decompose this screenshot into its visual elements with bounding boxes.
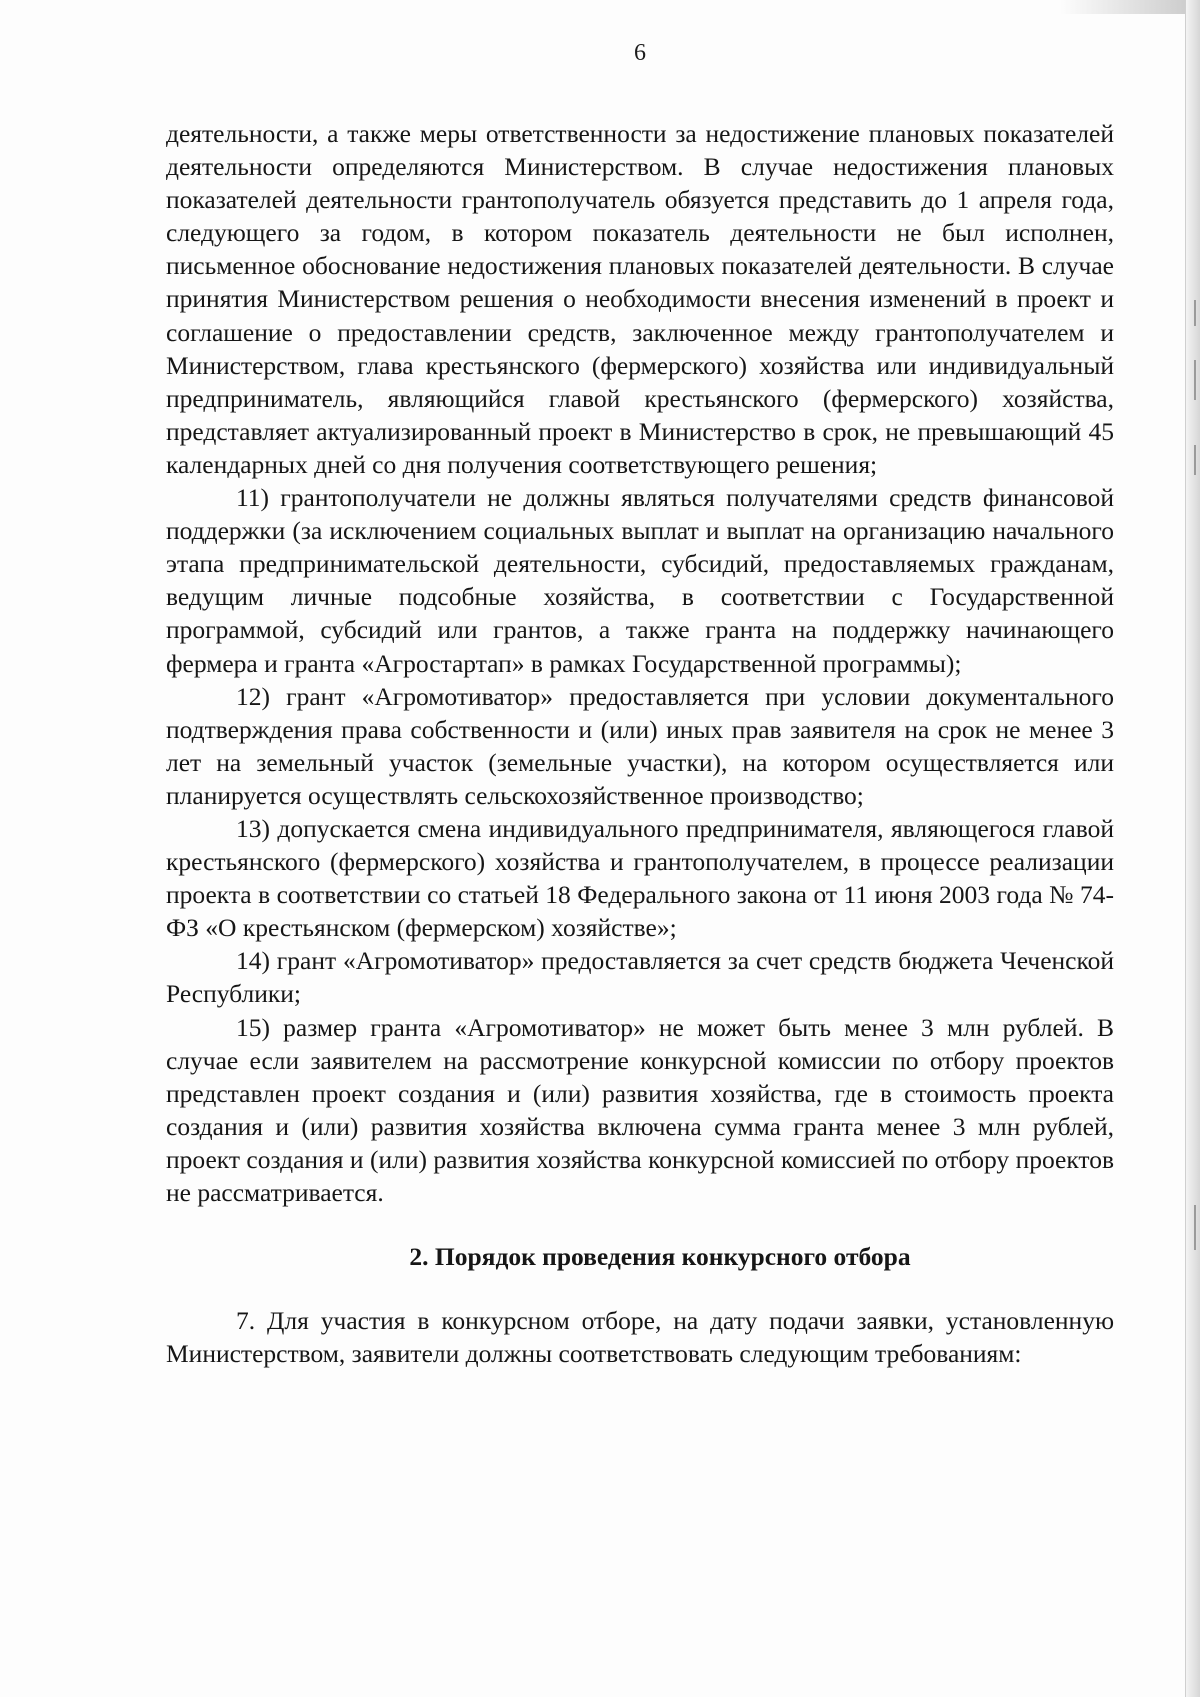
paragraph-item-15: 15) размер гранта «Агромотиватор» не может быть менее 3 млн рублей. В случае если заявителем на рассмотрение конкурсной комиссии по отбору проектов представлен проект создания и (или) развития хозяйства, где в стоимость проекта создания и (или) развития хозяйства включена сумма гранта менее 3 млн рублей, проект создания и (или) развития хозяйства конкурсной комиссией по отбору проектов не рассматривается. — [166, 1012, 1114, 1207]
edge-mark — [1194, 360, 1196, 400]
edge-mark — [1194, 1205, 1196, 1250]
page-corner-shadow — [1060, 0, 1200, 14]
edge-mark — [1194, 300, 1196, 326]
paragraph-item-13: 13) допускается смена индивидуального предпринимателя, являющегося главой крестьянского (фермерского) хозяйства и грантополучателем, в процессе реализации проекта в соответствии со статьей 18 Федерального закона от 11 июня 2003 года № 74-ФЗ «О крестьянском (фермерском) хозяйстве»; — [166, 813, 1114, 943]
paragraph-item-7: 7. Для участия в конкурсном отборе, на дату подачи заявки, установленную Министерством, заявители должны соответствовать следующим требованиям: — [166, 1306, 1114, 1369]
section-heading: 2. Порядок проведения конкурсного отбора — [409, 1242, 911, 1272]
edge-mark — [1194, 445, 1196, 475]
page-edge — [1185, 0, 1200, 1697]
document-body — [166, 117, 1114, 1370]
paragraph-item-12: 12) грант «Агромотиватор» предоставляется при условии документального подтверждения права собственности и (или) иных прав заявителя на срок не менее 3 лет на земельный участок (земельные участки), на котором осуществляется или планируется осуществлять сельскохозяйственное производство; — [166, 681, 1114, 810]
paragraph-item-11: 11) грантополучатели не должны являться получателями средств финансовой поддержки (за исключением социальных выплат и выплат на организацию начального этапа предпринимательской деятельности, субсидий, предоставляемых гражданам, ведущим личные подсобные хозяйства, в соответствии с Государственной программой, субсидий или грантов, а также гранта на поддержку начинающего фермера и гранта «Агростартап» в рамках Государственной программы); — [166, 483, 1114, 678]
page-number: 6 — [634, 40, 646, 66]
paragraph-continuation: деятельности, а также меры ответственности за недостижение плановых показателей деятельности определяются Министерством. В случае недостижения плановых показателей деятельности грантополучатель обязуется представить до 1 апреля года, следующего за годом, в котором показатель деятельности не был исполнен, письменное обоснование недостижения плановых показателей деятельности. В случае принятия Министерством решения о необходимости внесения изменений в проект и соглашение о предоставлении средств, заключенное между грантополучателем и Министерством, глава крестьянского (фермерского) хозяйства или индивидуальный предприниматель, являющийся главой крестьянского (фермерского) хозяйства, представляет актуализированный проект в Министерство в срок, не превышающий 45 календарных дней со дня получения соответствующего решения; — [166, 119, 1114, 479]
paragraph-item-14: 14) грант «Агромотиватор» предоставляется за счет средств бюджета Чеченской Республики; — [166, 946, 1114, 1009]
